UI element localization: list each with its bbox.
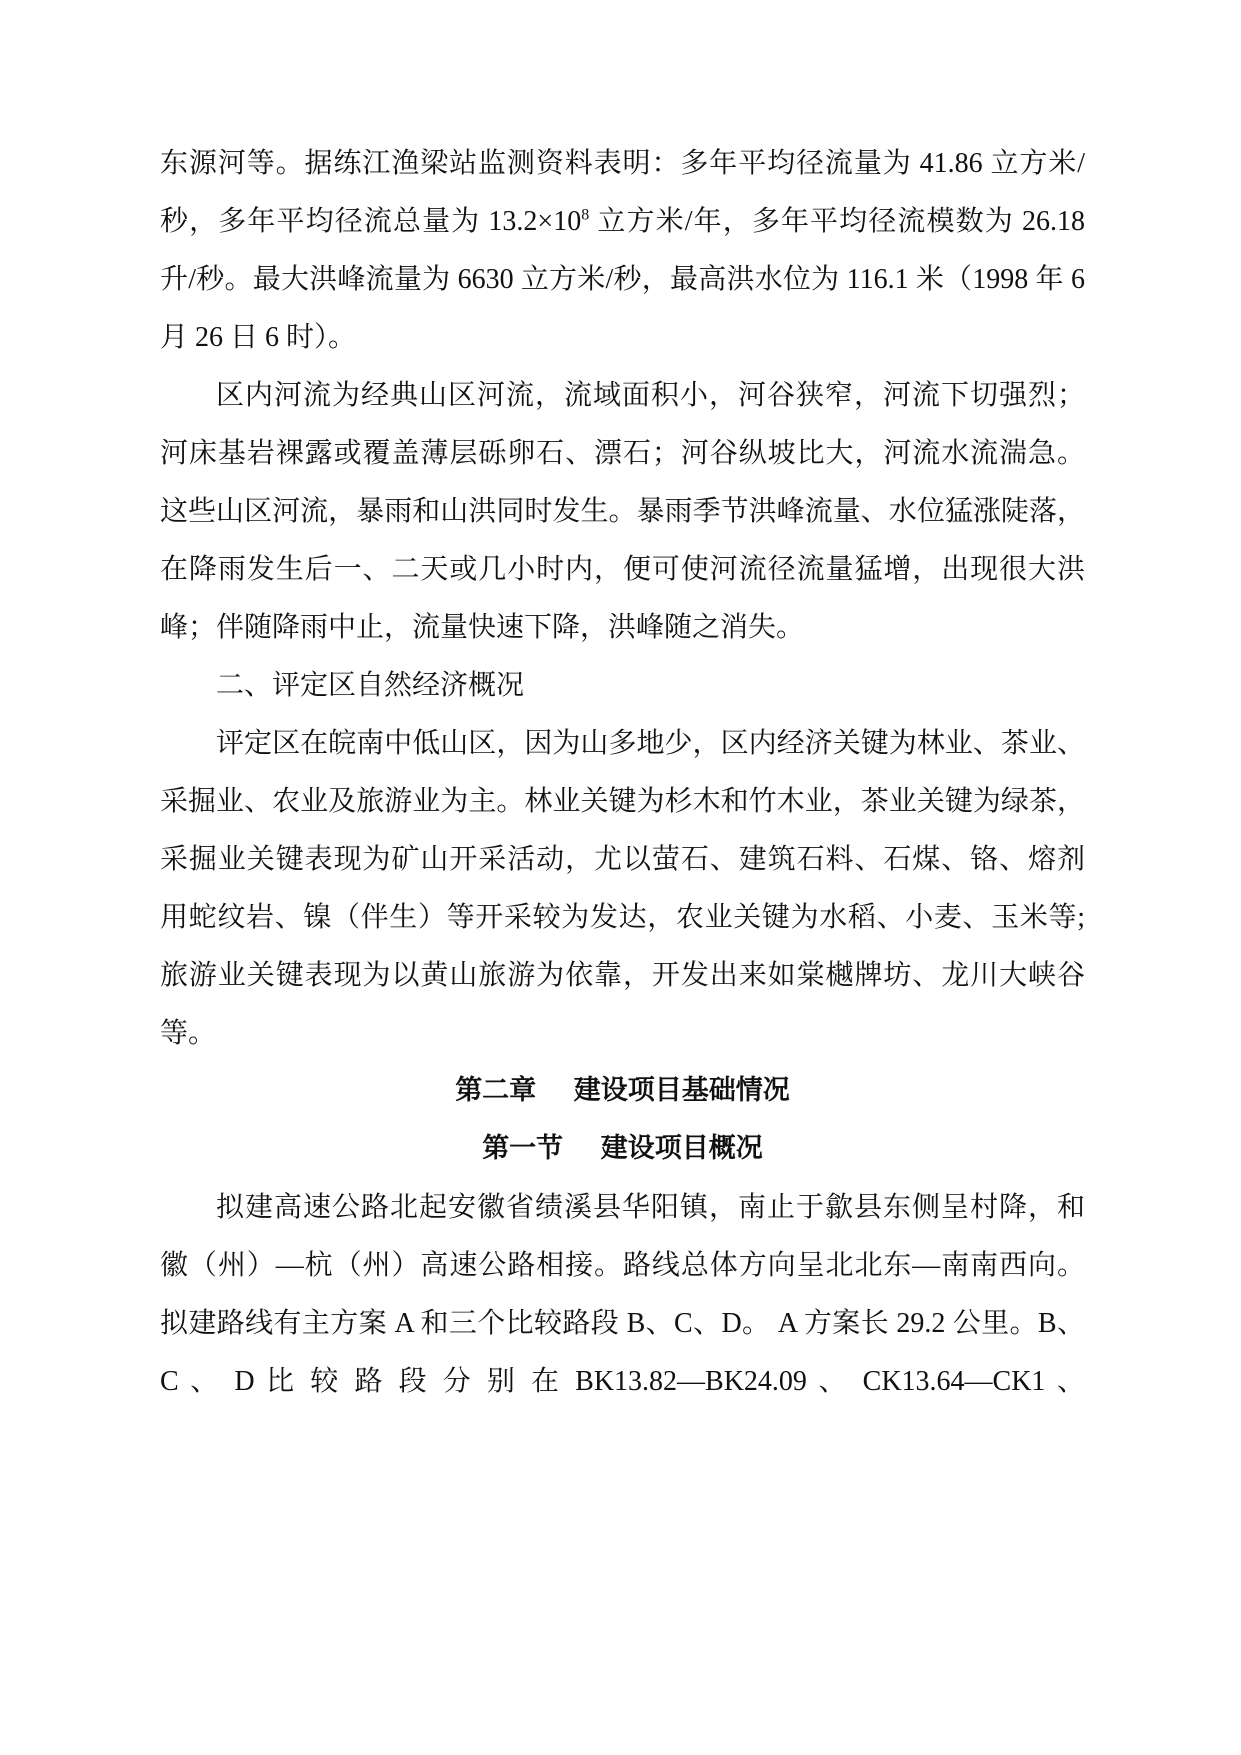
- paragraph-line: 等。: [160, 1018, 217, 1049]
- paragraph-line: 月 26 日 6 时）。: [160, 322, 357, 353]
- paragraph-line: 评定区在皖南中低山区，因为山多地少，区内经济关键为林业、茶业、: [216, 728, 1085, 759]
- paragraph-line: 拟建路线有主方案 A 和三个比较路段 B、C、D。 A 方案长 29.2 公里。B、: [160, 1308, 1085, 1339]
- paragraph-line-part: 秒，多年平均径流总量为 13.2×10: [160, 206, 582, 237]
- paragraph-line: 采掘业关键表现为矿山开采活动，尤以萤石、建筑石料、石煤、铬、熔剂: [160, 844, 1085, 875]
- paragraph-line: 采掘业、农业及旅游业为主。林业关键为杉木和竹木业，茶业关键为绿茶，: [160, 786, 1085, 817]
- paragraph-line: 峰；伴随降雨中止，流量快速下降，洪峰随之消失。: [160, 612, 805, 643]
- paragraph-line: 旅游业关键表现为以黄山旅游为依靠，开发出来如棠樾牌坊、龙川大峡谷: [160, 960, 1085, 991]
- section-heading: 第一节 建设项目概况: [482, 1133, 763, 1164]
- paragraph-line: 区内河流为经典山区河流，流域面积小，河谷狭窄，河流下切强烈；: [216, 380, 1085, 411]
- paragraph-line: 在降雨发生后一、二天或几小时内，便可使河流径流量猛增，出现很大洪: [160, 554, 1085, 585]
- paragraph-line: [160, 189, 1085, 255]
- superscript-exponent: 8: [581, 206, 590, 224]
- paragraph-line: 河床基岩裸露或覆盖薄层砾卵石、漂石；河谷纵坡比大，河流水流湍急。: [160, 438, 1085, 469]
- paragraph-line: 升/秒。最大洪峰流量为 6630 立方米/秒，最高洪水位为 116.1 米（1998 年 6: [160, 264, 1085, 295]
- document-page: [160, 0, 1085, 1755]
- paragraph-line: C 、 D 比 较 路 段 分 别 在 BK13.82—BK24.09 、 CK13.64—CK1 、: [160, 1366, 1085, 1397]
- paragraph-line: 这些山区河流，暴雨和山洪同时发生。暴雨季节洪峰流量、水位猛涨陡落，: [160, 496, 1085, 527]
- chapter-heading: 第二章 建设项目基础情况: [455, 1075, 790, 1106]
- paragraph-line: 徽（州）—杭（州）高速公路相接。路线总体方向呈北北东—南南西向。: [160, 1250, 1085, 1281]
- paragraph-line: 用蛇纹岩、镍（伴生）等开采较为发达，农业关键为水稻、小麦、玉米等;: [160, 902, 1085, 933]
- paragraph-line-part: 立方米/年，多年平均径流模数为 26.18: [589, 206, 1086, 237]
- subsection-heading: 二、评定区自然经济概况: [216, 670, 525, 701]
- paragraph-line: 拟建高速公路北起安徽省绩溪县华阳镇，南止于歙县东侧呈村降，和: [216, 1192, 1085, 1223]
- paragraph-line: 东源河等。据练江渔梁站监测资料表明：多年平均径流量为 41.86 立方米/: [160, 148, 1085, 179]
